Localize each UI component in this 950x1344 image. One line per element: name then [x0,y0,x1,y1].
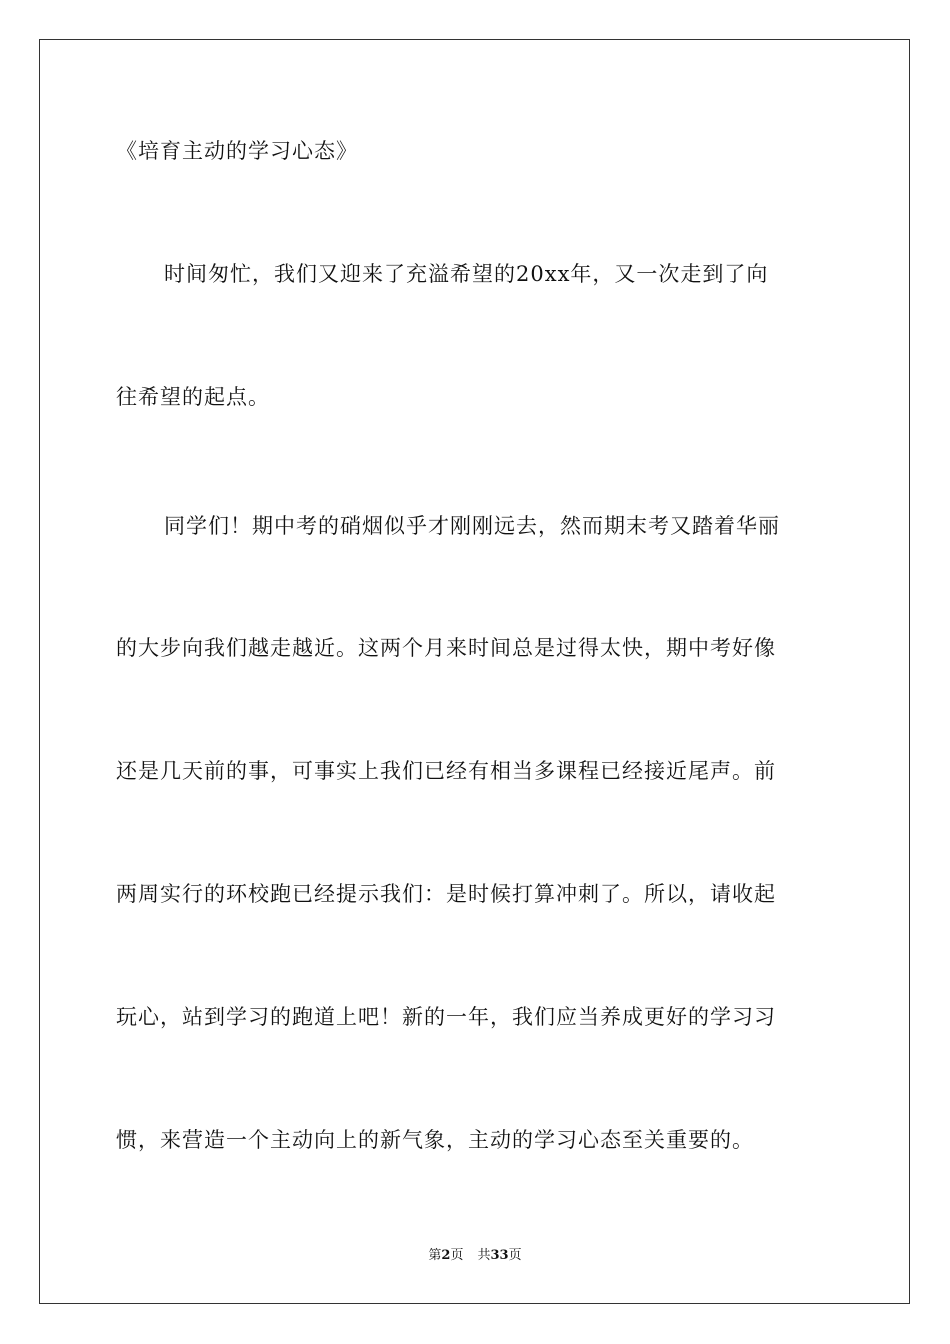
paragraph-line: 玩心，站到学习的跑道上吧！新的一年，我们应当养成更好的学习习 [116,1005,776,1029]
document-title: 《培育主动的学习心态》 [116,139,358,163]
paragraph-line: 的大步向我们越走越近。这两个月来时间总是过得太快，期中考好像 [116,636,776,660]
total-suffix: 页 [508,1248,522,1263]
paragraph-line: 同学们！期中考的硝烟似乎才刚刚远去，然而期末考又踏着华丽 [164,514,780,538]
page-border [39,39,910,1304]
page-suffix: 页 [450,1248,464,1263]
paragraph-line: 时间匆忙，我们又迎来了充溢希望的20xx年，又一次走到了向 [164,262,769,286]
page-footer [0,1247,950,1265]
page-prefix: 第 [428,1248,442,1263]
paragraph-line: 两周实行的环校跑已经提示我们：是时候打算冲刺了。所以，请收起 [116,882,776,906]
total-prefix: 共 [477,1248,491,1263]
page-number: 2 [441,1248,451,1263]
paragraph-line: 往希望的起点。 [116,385,270,409]
paragraph-line: 惯，来营造一个主动向上的新气象，主动的学习心态至关重要的。 [116,1128,754,1152]
paragraph-line: 还是几天前的事，可事实上我们已经有相当多课程已经接近尾声。前 [116,759,776,783]
total-pages: 33 [490,1248,509,1263]
